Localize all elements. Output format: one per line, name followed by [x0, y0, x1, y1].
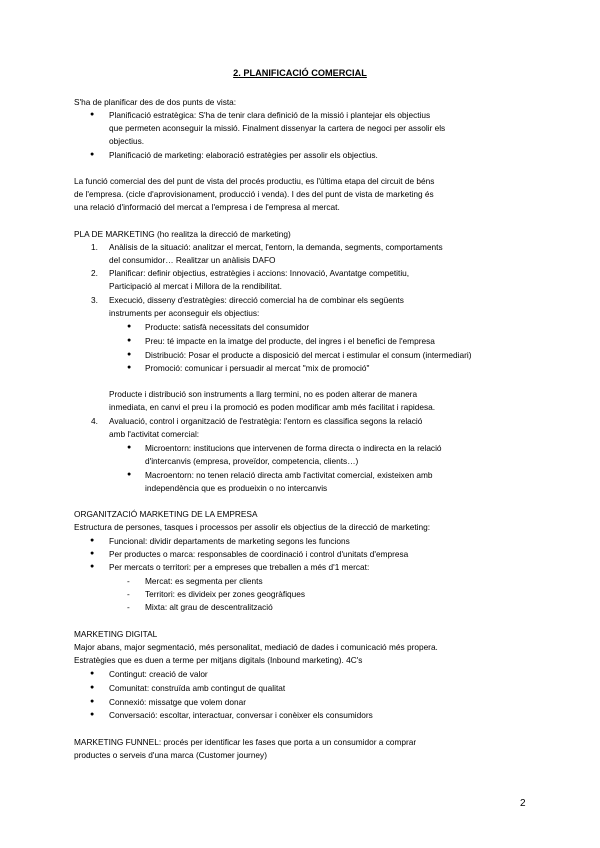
list-number: 3.: [91, 295, 98, 305]
bullet-icon: ●: [90, 111, 95, 118]
digital-bullet-comunitat: Comunitat: construïda amb contingut de qualitat: [109, 683, 286, 693]
digital-line-1: Major abans, major segmentació, més personalitat, mediació de dades i comunicació més propera.: [74, 642, 438, 652]
macroentorn-line-2: independència que es produeixin o no intercanvis: [145, 483, 328, 493]
intro-bullet-1-line-3: objectius.: [109, 136, 145, 146]
mix-item-promocio: Promoció: comunicar i persuadir al mercat "mix de promoció": [145, 363, 370, 373]
org-dash-mercat: Mercat: es segmenta per clients: [145, 576, 263, 586]
bullet-icon: ●: [90, 151, 95, 158]
dash-marker: -: [127, 602, 130, 612]
funcio-line-2: de l'empresa. (cicle d'aprovisionament, producció i venda). I des del punt de vista de marketing és: [74, 189, 434, 199]
digital-bullet-conversacio: Conversació: escoltar, interactuar, conversar i conèixer els consumidors: [109, 710, 373, 720]
pla-note-line-1: Producte i distribució son instruments a llarg termini, no es poden alterar de manera: [109, 389, 418, 399]
bullet-icon: ●: [127, 444, 132, 451]
microentorn-line-2: d'intercanvis (empresa, proveïdor, competencia, clients…): [145, 456, 359, 466]
org-heading: ORGANITZACIÓ MARKETING DE LA EMPRESA: [74, 509, 258, 519]
funnel-line-2: productes o serveis d'una marca (Customer journey): [74, 750, 267, 760]
digital-bullet-contingut: Contingut: creació de valor: [109, 669, 208, 679]
pla-item-1-line-1: Anàlisis de la situació: analitzar el mercat, l'entorn, la demanda, segments, comportaments: [109, 242, 443, 252]
funcio-line-3: una relació d'informació del mercat a l'empresa i de l'empresa al mercat.: [74, 202, 340, 212]
digital-heading: MARKETING DIGITAL: [74, 629, 158, 639]
org-dash-mixta: Mixta: alt grau de descentralització: [145, 602, 273, 612]
bullet-icon: ●: [127, 323, 132, 330]
digital-line-2: Estratègies que es duen a terme per mitjans digitals (Inbound marketing). 4C's: [74, 655, 363, 665]
intro-bullet-1-line-2: que permeten aconseguir la missió. Finalment dissenyar la cartera de negoci per assolir els: [109, 123, 446, 133]
bullet-icon: ●: [90, 670, 95, 677]
pla-item-4-line-2: amb l'activitat comercial:: [109, 429, 200, 439]
org-bullet-productes: Per productes o marca: responsables de coordinació i control d'unitats d'empresa: [109, 549, 409, 559]
mix-item-preu: Preu: té impacte en la imatge del producte, del ingres i el benefici de l'empresa: [145, 336, 435, 346]
list-number: 1.: [91, 242, 98, 252]
page-title: 2. PLANIFICACIÓ COMERCIAL: [233, 68, 367, 78]
intro-bullet-1-line-1: Planificació estratègica: S'ha de tenir clara definició de la missió i plantejar els objectius: [109, 110, 431, 120]
digital-bullet-connexio: Connexió: missatge que volem donar: [109, 697, 246, 707]
pla-item-2-line-2: Participació al mercat i Millora de la rendibilitat.: [109, 281, 282, 291]
bullet-icon: ●: [90, 684, 95, 691]
pla-item-1-line-2: del consumidor… Realitzar un anàlisis DAFO: [109, 255, 276, 265]
pla-item-2-line-1: Planificar: definir objectius, estratègies i accions: Innovació, Avantatge competitiu,: [109, 268, 410, 278]
microentorn-line-1: Microentorn: institucions que intervenen de forma directa o indirecta en la relació: [145, 443, 442, 453]
bullet-icon: ●: [90, 537, 95, 544]
bullet-icon: ●: [90, 698, 95, 705]
bullet-icon: ●: [127, 364, 132, 371]
org-dash-territori: Territori: es divideix per zones geogràfiques: [145, 589, 306, 599]
bullet-icon: ●: [127, 471, 132, 478]
bullet-icon: ●: [127, 337, 132, 344]
list-number: 2.: [91, 268, 98, 278]
pla-item-3-line-2: instruments per aconseguir els objectius:: [109, 308, 260, 318]
pla-heading: PLA DE MARKETING (ho realitza la direcció de marketing): [74, 229, 291, 239]
macroentorn-line-1: Macroentorn: no tenen relació directa amb l'activitat comercial, existeixen amb: [145, 470, 433, 480]
pla-item-3-line-1: Execució, disseny d'estratègies: direcció comercial ha de combinar els següents: [109, 295, 404, 305]
intro-bullet-2: Planificació de marketing: elaboració estratègies per assolir els objectius.: [109, 150, 378, 160]
funcio-line-1: La funció comercial des del punt de vista del procés productiu, es l'última etapa del circuit de béns: [74, 176, 435, 186]
org-lead: Estructura de persones, tasques i processos per assolir els objectius de la direcció de marketing:: [74, 522, 431, 532]
mix-item-distribucio: Distribució: Posar el producte a disposició del mercat i estimular el consum (intermediari): [145, 350, 472, 360]
dash-marker: -: [127, 589, 130, 599]
bullet-icon: ●: [90, 550, 95, 557]
pla-note-line-2: inmediata, en canvi el preu i la promoció es poden modificar amb més facilitat i rapidesa.: [109, 402, 436, 412]
mix-item-producte: Producte: satisfà necessitats del consumidor: [145, 322, 310, 332]
org-bullet-mercats: Per mercats o territori: per a empreses que treballen a més d'1 mercat:: [109, 562, 370, 572]
intro-lead: S'ha de planificar des de dos punts de vista:: [74, 97, 237, 107]
funnel-line-1: MARKETING FUNNEL: procés per identificar les fases que porta a un consumidor a comprar: [74, 737, 417, 747]
bullet-icon: ●: [90, 711, 95, 718]
page-number: 2: [520, 798, 526, 809]
bullet-icon: ●: [127, 351, 132, 358]
list-number: 4.: [91, 416, 98, 426]
dash-marker: -: [127, 576, 130, 586]
org-bullet-funcional: Funcional: dividir departaments de marketing segons les funcions: [109, 536, 350, 546]
pla-item-4-line-1: Avaluació, control i organització de l'estratègia: l'entorn es classifica segons la relació: [109, 416, 423, 426]
bullet-icon: ●: [90, 563, 95, 570]
